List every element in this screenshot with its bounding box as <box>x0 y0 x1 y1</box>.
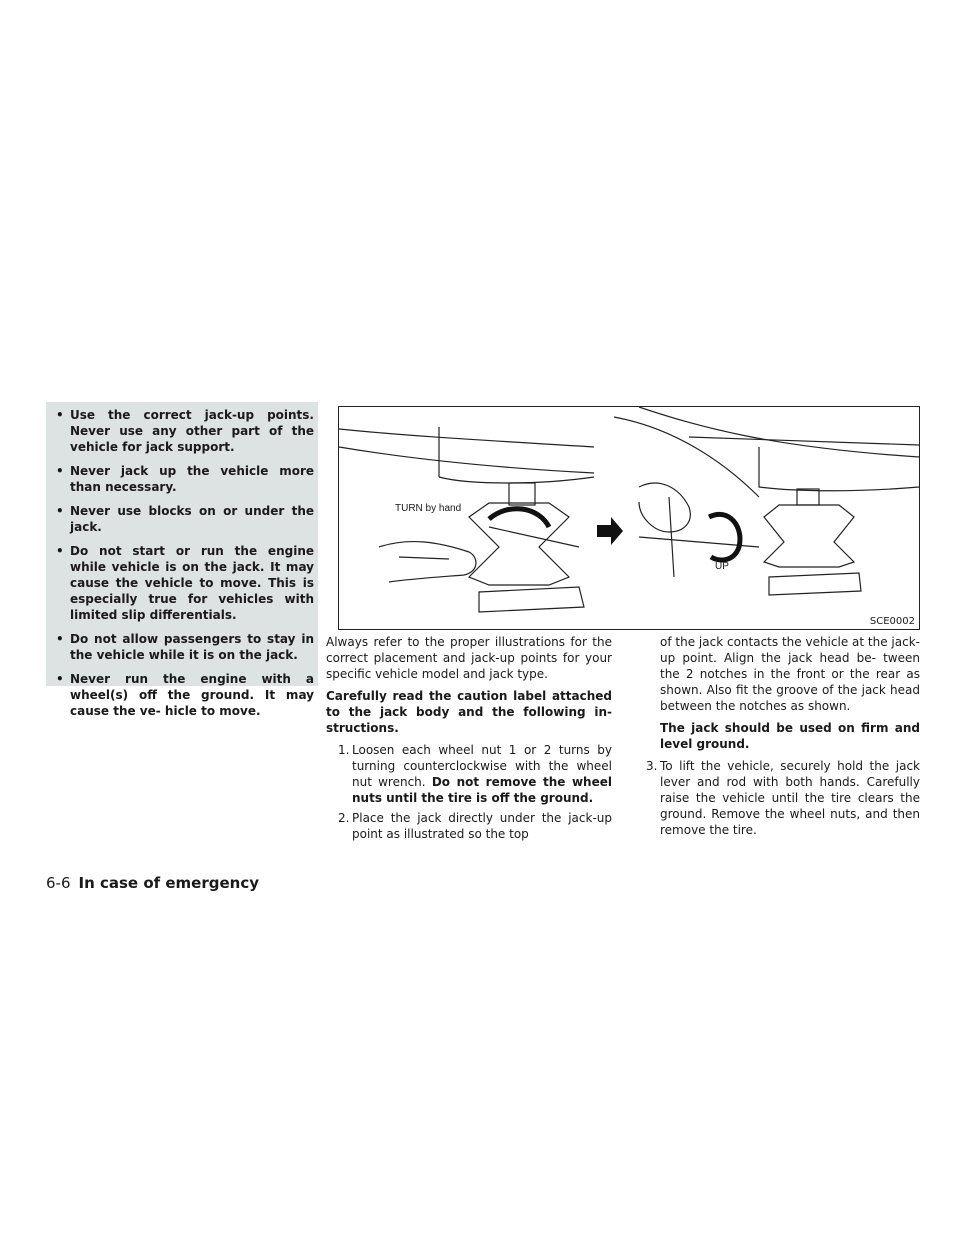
warning-item: • Do not allow passengers to stay in the vehicle while it is on the jack. <box>56 631 314 663</box>
arrow-right-icon <box>597 517 623 545</box>
page-footer <box>46 874 259 892</box>
section-title: In case of emergency <box>78 874 260 892</box>
caution-paragraph: Carefully read the caution label attached to the jack body and the following in- structions. <box>326 689 612 735</box>
step-1-bold: Do not remove the wheel nuts until the tire is off the ground. <box>352 775 612 805</box>
step-2-continued: of the jack contacts the vehicle at the jack-up point. Align the jack head be- tween the 2 notches in the front or the rear as shown. Also fit the groove of the jack head between the notches as shown. <box>660 635 920 713</box>
warning-box <box>46 402 318 718</box>
figure-label-turn: TURN by hand <box>395 503 462 514</box>
figure-label-up: UP <box>715 561 729 572</box>
warning-item: • Do not start or run the engine while vehicle is on the jack. It may cause the vehicle to move. This is especially true for vehicles with limited slip differentials. <box>56 543 314 623</box>
warning-item: • Never use blocks on or under the jack. <box>56 503 314 535</box>
step-number: 1. <box>338 743 350 757</box>
step-3-text: To lift the vehicle, securely hold the jack lever and rod with both hands. Carefully raise the vehicle until the tire clears the ground. Remove the wheel nuts, and then remove the tire. <box>660 759 920 837</box>
page-number: 6-6 <box>46 874 71 892</box>
jack-drawing <box>339 407 919 629</box>
warning-list <box>56 407 314 719</box>
warning-item: • Use the correct jack-up points. Never use any other part of the vehicle for jack support. <box>56 407 314 455</box>
step-3 <box>634 758 920 838</box>
warning-item: • Never jack up the vehicle more than necessary. <box>56 463 314 495</box>
steps-list <box>326 742 612 842</box>
jack-illustration <box>338 406 920 630</box>
step-1 <box>326 742 612 806</box>
step-2-note: The jack should be used on firm and level ground. <box>660 721 920 751</box>
step-number: 2. <box>338 811 350 825</box>
body-column-right <box>634 634 920 842</box>
step-1-text: Loosen each wheel nut 1 or 2 turns by turning counterclockwise with the wheel nut wrench. <box>352 743 612 789</box>
warning-item: • Never run the engine with a wheel(s) off the ground. It may cause the ve- hicle to move. <box>56 671 314 719</box>
step-number: 3. <box>646 759 658 773</box>
step-2-text-a: Place the jack directly under the jack-up point as illustrated so the top <box>352 811 612 841</box>
steps-list-continued <box>634 758 920 838</box>
body-column-middle <box>326 634 612 846</box>
figure-code: SCE0002 <box>869 616 915 627</box>
intro-paragraph: Always refer to the proper illustrations for the correct placement and jack-up points for your specific vehicle model and jack type. <box>326 635 612 681</box>
step-2 <box>326 810 612 842</box>
